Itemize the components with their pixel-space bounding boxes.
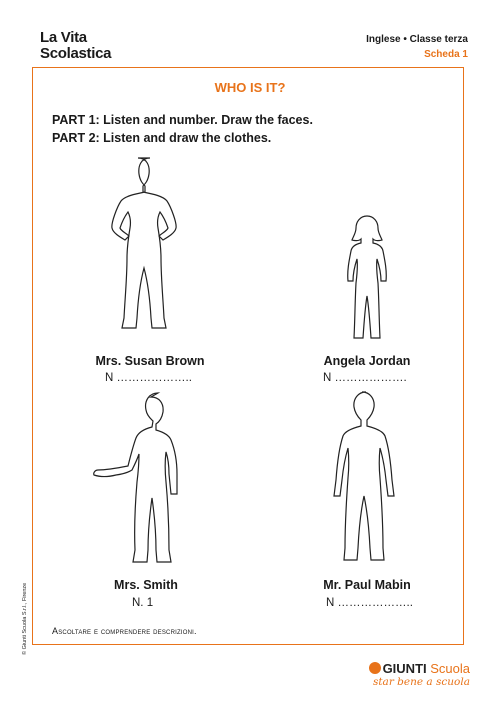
figure-outline-susan-brown (100, 153, 200, 343)
figure-name-2: Angela Jordan (323, 354, 411, 368)
logo-line-1: La Vita (40, 29, 87, 46)
footer-objective: Ascoltare e comprendere descrizioni. (52, 626, 197, 636)
publisher-brand-2: Scuola (430, 661, 470, 676)
figure-name-3: Mrs. Smith (114, 578, 178, 592)
figure-name-4: Mr. Paul Mabin (323, 578, 411, 592)
figure-name-1: Mrs. Susan Brown (95, 354, 205, 368)
magazine-logo (40, 30, 111, 62)
copyright-notice: © Giunti Scuola S.r.l., Firenze (22, 582, 28, 655)
figure-number-4[interactable]: N ……………….. (326, 597, 413, 609)
sheet-header (366, 32, 468, 62)
figure-outline-angela-jordan (342, 213, 392, 343)
figure-outline-paul-mabin (326, 388, 406, 578)
subject-label: Inglese • Classe terza (366, 34, 468, 45)
giunti-mark-icon (369, 662, 381, 674)
instruction-part-1: PART 1: Listen and number. Draw the faces. (52, 113, 313, 127)
instruction-part-2: PART 2: Listen and draw the clothes. (52, 131, 272, 145)
figure-number-1[interactable]: N ……………….. (105, 372, 192, 384)
worksheet-title: WHO IS IT? (214, 80, 286, 95)
figure-number-3: N. 1 (132, 597, 154, 609)
publisher-brand: GIUNTI (382, 661, 427, 676)
publisher-tagline: star bene a scuola (372, 676, 470, 688)
logo-line-2: Scolastica (40, 45, 112, 62)
figure-number-2[interactable]: N ………………. (323, 372, 407, 384)
publisher-logo (369, 661, 470, 688)
sheet-number: Scheda 1 (424, 49, 468, 60)
figure-outline-mrs-smith (88, 388, 198, 578)
